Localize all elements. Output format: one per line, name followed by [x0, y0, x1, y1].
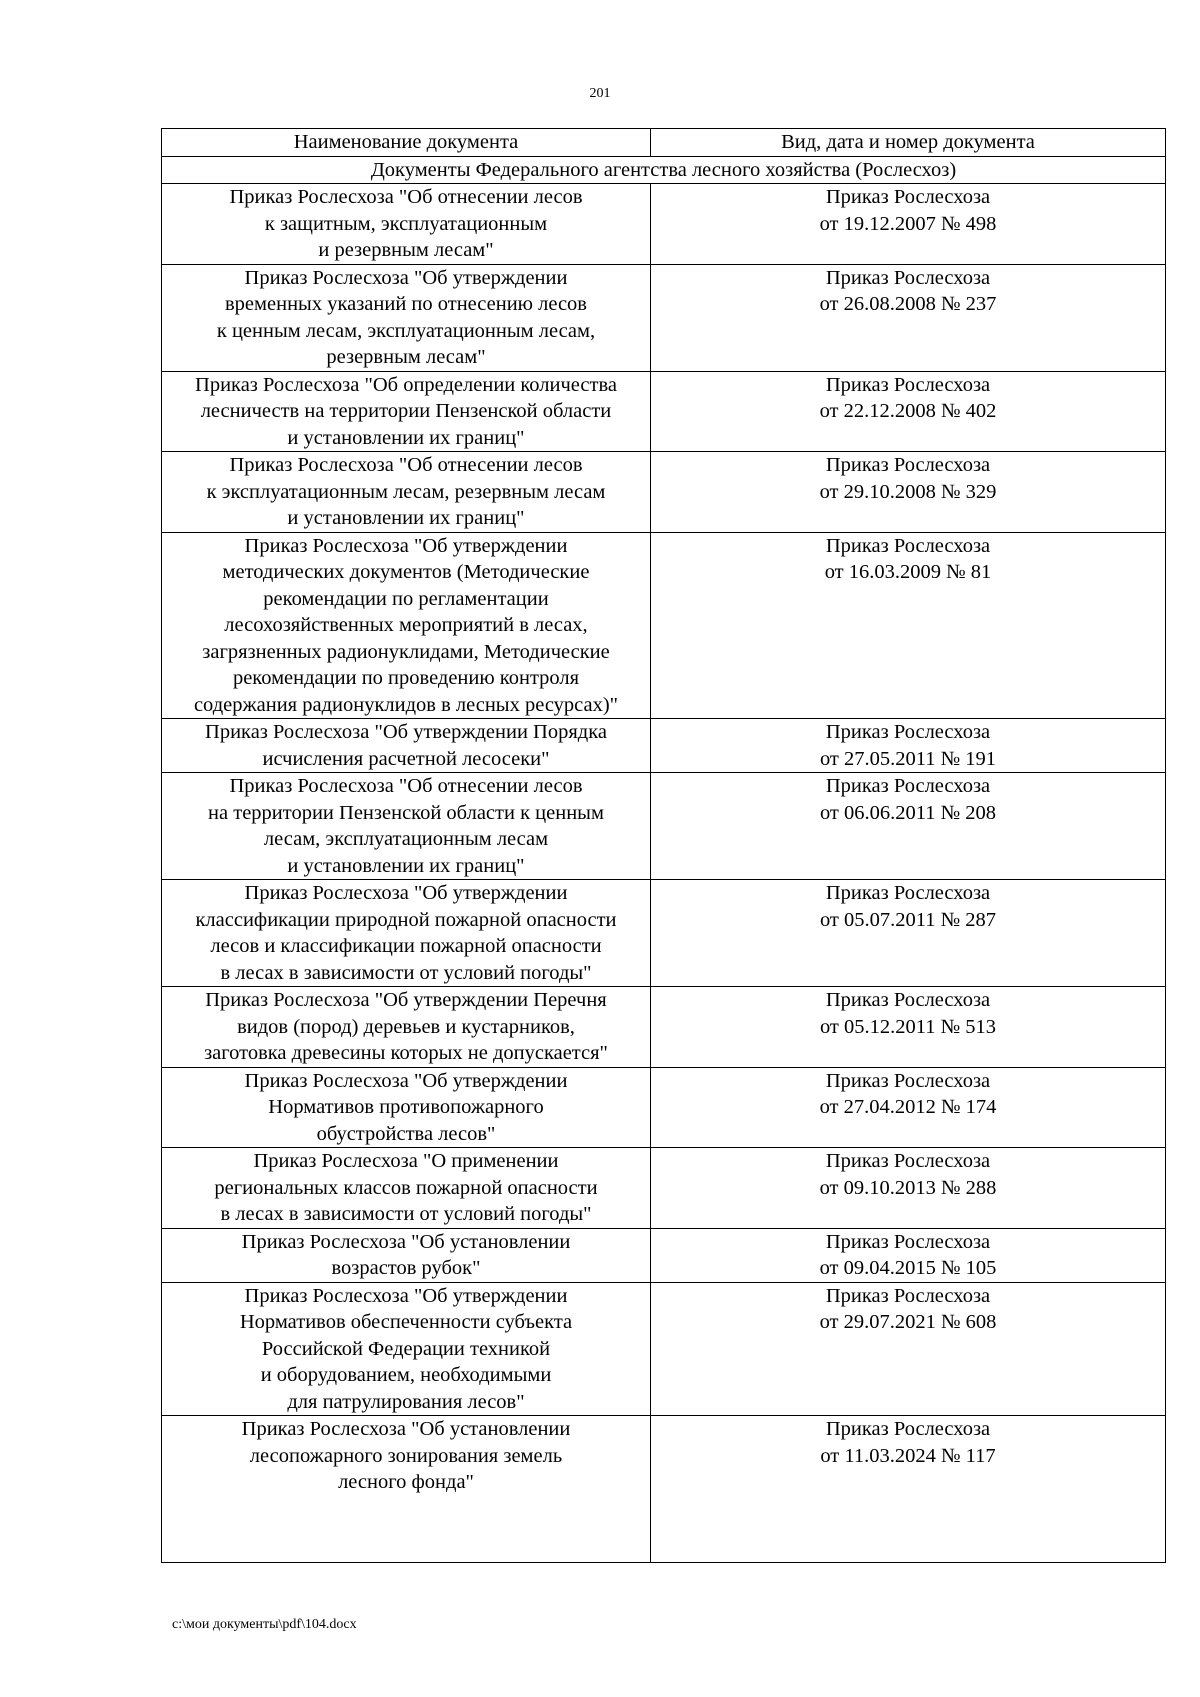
table-row — [162, 1067, 1166, 1148]
table-row — [162, 1228, 1166, 1282]
document-name-cell: Приказ Рослесхоза "Об определении количества лесничеств на территории Пензенской области и установлении их границ" — [162, 371, 651, 452]
document-details-cell: Приказ Рослесхоза от 19.12.2007 № 498 — [651, 184, 1166, 265]
document-details-cell: Приказ Рослесхоза от 16.03.2009 № 81 — [651, 532, 1166, 719]
document-name-cell: Приказ Рослесхоза "Об утверждении классификации природной пожарной опасности лесов и классификации пожарной опасности в лесах в зависимости от условий погоды" — [162, 880, 651, 987]
header-document-name: Наименование документа — [162, 129, 651, 157]
document-details-cell: Приказ Рослесхоза от 09.04.2015 № 105 — [651, 1228, 1166, 1282]
document-name-cell: Приказ Рослесхоза "Об утверждении Перечня видов (пород) деревьев и кустарников, заготовка древесины которых не допускается" — [162, 987, 651, 1068]
header-document-type-date-number: Вид, дата и номер документа — [651, 129, 1166, 157]
table-row — [162, 880, 1166, 987]
document-name-cell: Приказ Рослесхоза "Об установлении возрастов рубок" — [162, 1228, 651, 1282]
document-name-cell: Приказ Рослесхоза "О применении региональных классов пожарной опасности в лесах в зависимости от условий погоды" — [162, 1148, 651, 1229]
table-row — [162, 1416, 1166, 1563]
table-header-row — [162, 129, 1166, 157]
document-details-cell: Приказ Рослесхоза от 06.06.2011 № 208 — [651, 773, 1166, 880]
document-name-cell: Приказ Рослесхоза "Об отнесении лесов к эксплуатационным лесам, резервным лесам и установлении их границ" — [162, 452, 651, 533]
document-name-cell: Приказ Рослесхоза "Об отнесении лесов к защитным, эксплуатационным и резервным лесам" — [162, 184, 651, 265]
table-row — [162, 1148, 1166, 1229]
table-row — [162, 452, 1166, 533]
document-details-cell: Приказ Рослесхоза от 29.10.2008 № 329 — [651, 452, 1166, 533]
section-title: Документы Федерального агентства лесного хозяйства (Рослесхоз) — [162, 156, 1166, 184]
table-row — [162, 184, 1166, 265]
table-row — [162, 371, 1166, 452]
document-details-cell: Приказ Рослесхоза от 11.03.2024 № 117 — [651, 1416, 1166, 1563]
document-details-cell: Приказ Рослесхоза от 26.08.2008 № 237 — [651, 264, 1166, 371]
document-details-cell: Приказ Рослесхоза от 27.04.2012 № 174 — [651, 1067, 1166, 1148]
document-details-cell: Приказ Рослесхоза от 22.12.2008 № 402 — [651, 371, 1166, 452]
table-row — [162, 264, 1166, 371]
table-row — [162, 987, 1166, 1068]
document-details-cell: Приказ Рослесхоза от 05.12.2011 № 513 — [651, 987, 1166, 1068]
documents-table — [161, 128, 1166, 1563]
document-name-cell: Приказ Рослесхоза "Об установлении лесопожарного зонирования земель лесного фонда" — [162, 1416, 651, 1563]
footer-file-path: c:\мои документы\pdf\104.docx — [172, 1617, 357, 1632]
document-name-cell: Приказ Рослесхоза "Об утверждении методических документов (Методические рекомендации по регламентации лесохозяйственных мероприятий в лесах, загрязненных радионуклидами, Методические рекомендации по проведению контроля содержания радионуклидов в лесных ресурсах)" — [162, 532, 651, 719]
document-details-cell: Приказ Рослесхоза от 09.10.2013 № 288 — [651, 1148, 1166, 1229]
page-number: 201 — [589, 86, 611, 101]
document-name-cell: Приказ Рослесхоза "Об утверждении Нормативов противопожарного обустройства лесов" — [162, 1067, 651, 1148]
document-name-cell: Приказ Рослесхоза "Об утверждении Нормативов обеспеченности субъекта Российской Федерации техникой и оборудованием, необходимыми для патрулирования лесов" — [162, 1282, 651, 1416]
document-name-cell: Приказ Рослесхоза "Об утверждении временных указаний по отнесению лесов к ценным лесам, эксплуатационным лесам, резервным лесам" — [162, 264, 651, 371]
section-row — [162, 156, 1166, 184]
table-row — [162, 1282, 1166, 1416]
document-name-cell: Приказ Рослесхоза "Об отнесении лесов на территории Пензенской области к ценным лесам, эксплуатационным лесам и установлении их границ" — [162, 773, 651, 880]
table-row — [162, 773, 1166, 880]
document-details-cell: Приказ Рослесхоза от 27.05.2011 № 191 — [651, 719, 1166, 773]
document-details-cell: Приказ Рослесхоза от 05.07.2011 № 287 — [651, 880, 1166, 987]
table-row — [162, 719, 1166, 773]
document-details-cell: Приказ Рослесхоза от 29.07.2021 № 608 — [651, 1282, 1166, 1416]
table-row — [162, 532, 1166, 719]
document-name-cell: Приказ Рослесхоза "Об утверждении Порядка исчисления расчетной лесосеки" — [162, 719, 651, 773]
